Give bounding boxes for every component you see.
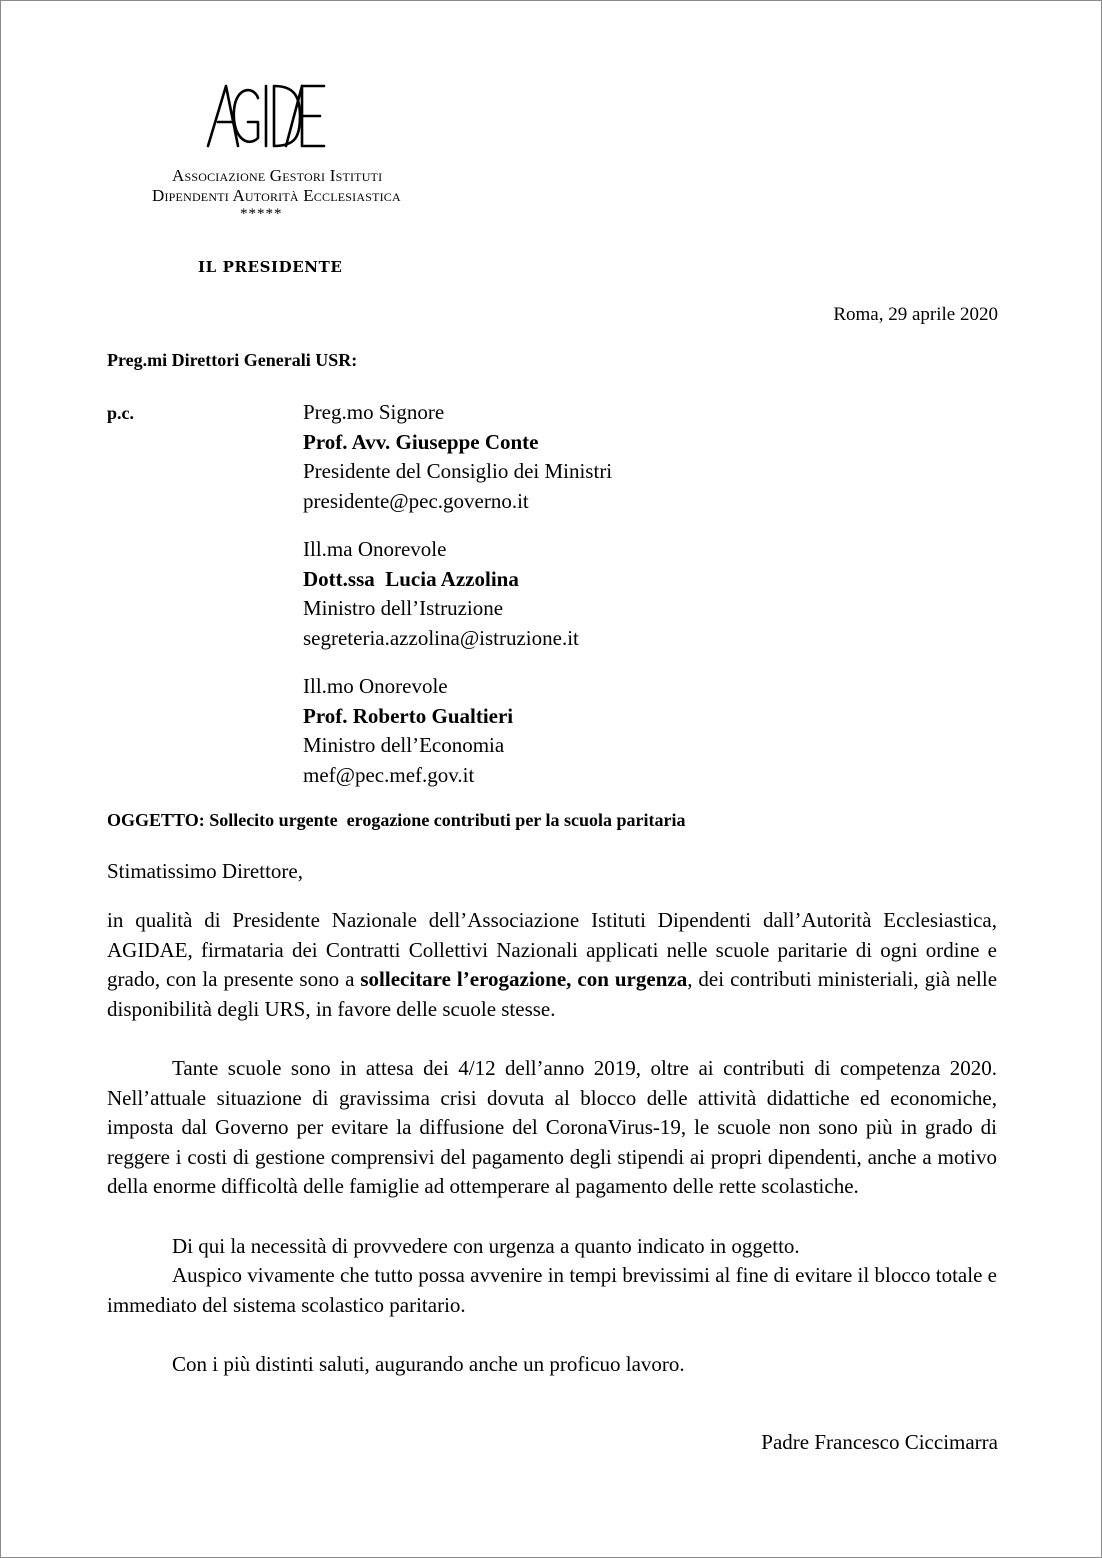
body-emphasis: sollecitare l’erogazione, con urgenza [360, 967, 688, 991]
recipient-email: presidente@pec.governo.it [303, 488, 529, 513]
body-paragraph-4: Auspico vivamente che tutto possa avvenire in tempi brevissimi al fine di evitare il blocco totale e immediato del sistema scolastico paritario. [107, 1263, 997, 1317]
addressee-heading: Preg.mi Direttori Generali USR: [107, 350, 358, 370]
letter-salutation: Stimatissimo Direttore, [107, 859, 303, 883]
signature-name: Padre Francesco Ciccimarra [761, 1430, 998, 1454]
separator-stars: ***** [240, 206, 283, 222]
closing-line: Con i più distinti saluti, augurando anche un proficuo lavoro. [172, 1352, 685, 1376]
recipient-salutation: Ill.ma Onorevole [303, 537, 447, 561]
recipient-name: Prof. Avv. Giuseppe Conte [303, 429, 539, 454]
body-text: , dei contributi ministeriali, già nelle disponibilità degli URS, in favore delle scuole stesse. [107, 967, 998, 1021]
recipient-salutation: Ill.mo Onorevole [303, 674, 448, 698]
body-paragraph-1 [107, 906, 997, 1024]
recipient-salutation: Preg.mo Signore [303, 400, 445, 424]
recipient-title: Ministro dell’Istruzione [303, 596, 504, 620]
recipient-name: Dott.ssa Lucia Azzolina [303, 566, 519, 591]
body-paragraph-3: Di qui la necessità di provvedere con urgenza a quanto indicato in oggetto. [172, 1234, 800, 1258]
recipient-email: segreteria.azzolina@istruzione.it [303, 625, 579, 650]
org-name-line-2: Dipendenti Autorità Ecclesiastica [152, 186, 401, 205]
org-name-line-1: Associazione Gestori Istituti [172, 166, 383, 185]
body-paragraph-2: Tante scuole sono in attesa dei 4/12 dell’anno 2019, oltre ai contributi di competenza 2020. Nell’attuale situazione di gravissima crisi dovuta al blocco delle attività didattiche ed economiche, imposta dal Governo per evitare la diffusione del CoronaVirus-19, le scuole non sono più in grado di reggere i costi di gestione comprensivi del pagamento degli stipendi ai propri dipendenti, anche a motivo della enorme difficoltà delle famiglie ad ottemperare al pagamento delle rette scolastiche. [107, 1056, 997, 1198]
letter-subject: OGGETTO: Sollecito urgente erogazione contributi per la scuola paritaria [107, 810, 686, 830]
body-text: in qualità di Presidente Nazionale dell’Associazione Istituti Dipendenti dall’Autorità Ecclesiastica, AGIDAE, firmataria dei Contratti Collettivi Nazionali applicati nelle scuole paritarie di ogni ordine e grado, con la presente sono a [107, 908, 997, 991]
recipient-title: Ministro dell’Economia [303, 733, 505, 757]
cc-label: p.c. [107, 403, 134, 423]
recipient-block [303, 398, 612, 516]
recipient-block [303, 672, 513, 790]
role-heading: IL PRESIDENTE [198, 258, 343, 276]
recipient-title: Presidente del Consiglio dei Ministri [303, 459, 613, 483]
agidae-logo [204, 80, 328, 152]
letter-date: Roma, 29 aprile 2020 [833, 304, 998, 325]
recipient-email: mef@pec.mef.gov.it [303, 762, 475, 787]
recipient-name: Prof. Roberto Gualtieri [303, 703, 514, 728]
recipient-block [303, 535, 579, 653]
